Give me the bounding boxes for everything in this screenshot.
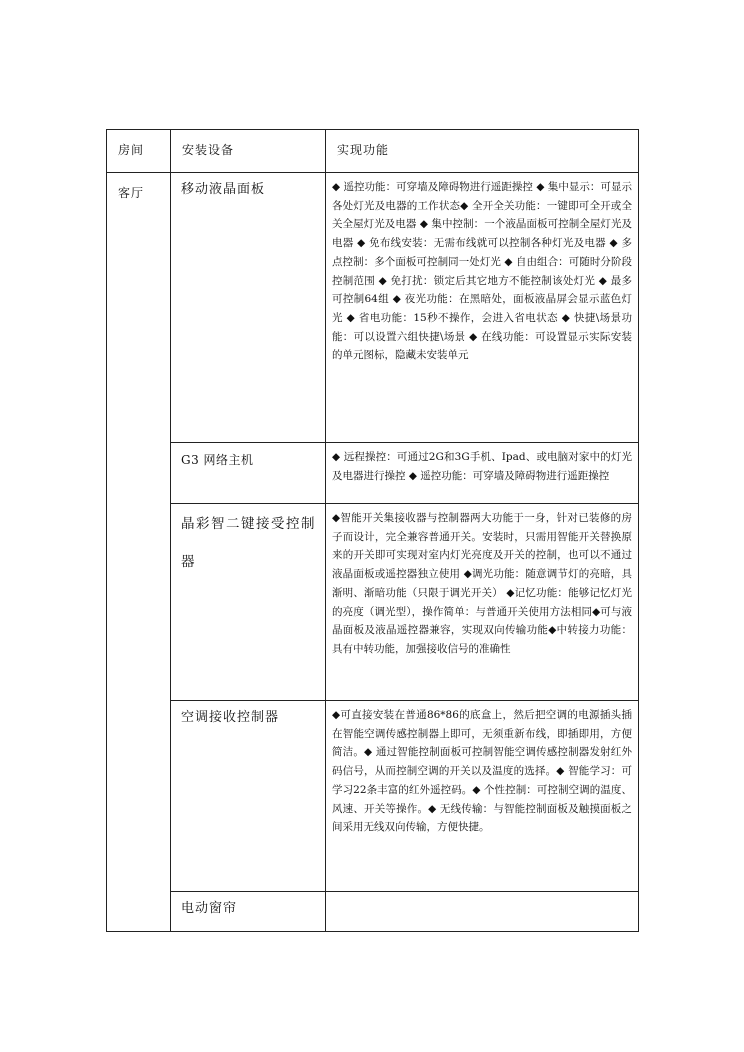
function-text <box>326 892 638 897</box>
device-name: 晶彩智二键接受控制器 <box>181 516 316 570</box>
device-name: 空调接收控制器 <box>181 710 280 725</box>
table-row <box>107 443 639 504</box>
device-function-table <box>106 129 639 932</box>
header-room: 房间 <box>118 143 145 157</box>
table-row <box>107 173 639 443</box>
function-cell <box>326 504 639 701</box>
function-cell <box>326 892 639 932</box>
header-function: 实现功能 <box>337 143 390 157</box>
device-cell <box>171 892 326 932</box>
room-cell <box>107 173 171 932</box>
function-text: ◆ 远程操控：可通过2G和3G手机、Ipad、或电脑对家中的灯光及电器进行操控 ◆ 遥控功能：可穿墙及障碍物进行遥距操控 <box>332 451 632 482</box>
table-row <box>107 892 639 932</box>
device-cell <box>171 173 326 443</box>
function-text: ◆智能开关集接收器与控制器两大功能于一身，针对已装修的房子而设计，完全兼容普通开关。安装时，只需用智能开关替换原来的开关即可实现对室内灯光亮度及开关的控制，也可以不通过液晶面板或遥控器独立使用 ◆调光功能：随意调节灯的亮暗，具渐明、渐暗功能（只限于调光开关） ◆记忆功能：能够记忆灯光的亮度（调光型），操作简单：与普通开关使用方法相同◆可与液晶面板及液晶遥控器兼容，实现双向传输功能◆中转接力功能：具有中转功能，加强接收信号的准确性 <box>332 512 632 655</box>
device-cell <box>171 701 326 892</box>
table-row <box>107 701 639 892</box>
function-cell <box>326 173 639 443</box>
header-device-cell <box>171 130 326 173</box>
function-text: ◆可直接安装在普通86*86的底盒上，然后把空调的电源插头插在智能空调传感控制器上即可，无须重新布线，即插即用，方便简洁。◆ 通过智能控制面板可控制智能空调传感控制器发射红外码信号，从而控制空调的开关以及温度的选择。◆ 智能学习：可学习22条丰富的红外遥控码。◆ 个性控制：可控制空调的温度、风速、开关等操作。◆ 无线传输：与智能控制面板及触摸面板之间采用无线双向传输，方便快捷。 <box>332 709 632 834</box>
device-cell <box>171 443 326 504</box>
function-text: ◆ 遥控功能：可穿墙及障碍物进行遥距操控 ◆ 集中显示：可显示各处灯光及电器的工作状态◆ 全开全关功能：一键即可全开或全关全屋灯光及电器 ◆ 集中控制：一个液晶面板可控制全屋灯光及电器 ◆ 免布线安装：无需布线就可以控制各种灯光及电器 ◆ 多点控制：多个面板可控制同一处灯光 ◆ 自由组合：可随时分阶段控制范围 ◆ 免打扰：锁定后其它地方不能控制该处灯光 ◆ 最多可控制64组 ◆ 夜光功能：在黑暗处，面板液晶屏会显示蓝色灯光 ◆ 省电功能：15秒不操作，会进入省电状态 ◆ 快捷\场景功能：可以设置六组快捷\场景 ◆ 在线功能：可设置显示实际安装的单元图标，隐藏未安装单元 <box>332 181 632 362</box>
header-device: 安装设备 <box>182 143 235 157</box>
room-name: 客厅 <box>118 186 145 200</box>
table-row <box>107 504 639 701</box>
device-name: 电动窗帘 <box>181 901 238 916</box>
header-room-cell <box>107 130 171 173</box>
function-cell <box>326 443 639 504</box>
function-cell <box>326 701 639 892</box>
table-header-row <box>107 130 639 173</box>
device-name: G3 网络主机 <box>181 453 254 467</box>
header-function-cell <box>326 130 639 173</box>
device-name: 移动液晶面板 <box>181 182 266 197</box>
device-cell <box>171 504 326 701</box>
